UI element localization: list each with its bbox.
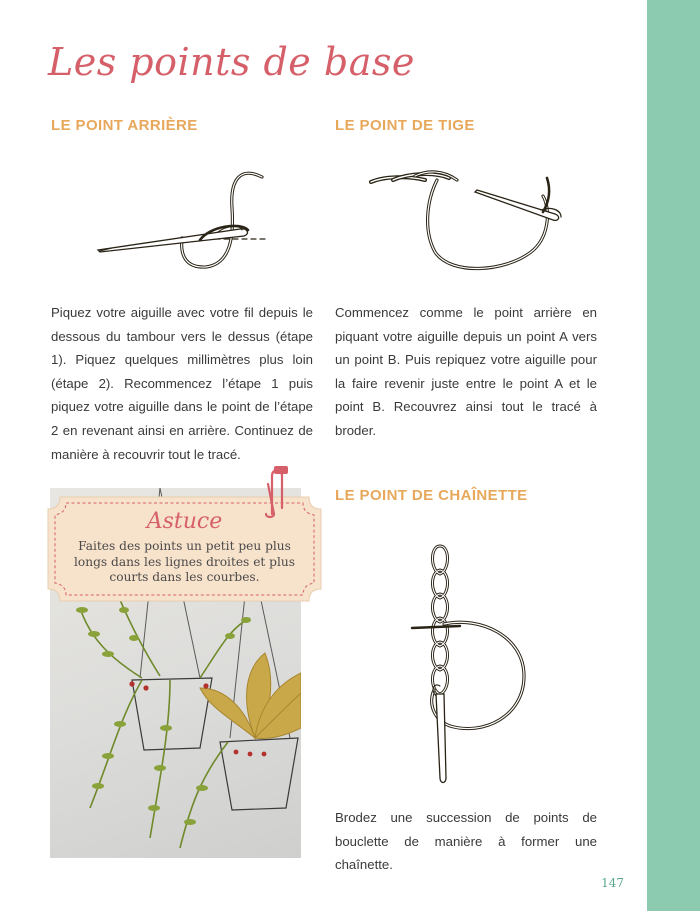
chain-stitch-needle-icon: [400, 540, 540, 785]
back-stitch-needle-icon: [90, 160, 270, 275]
stem-stitch-needle-icon: [365, 160, 580, 280]
text-point-de-tige: Commencez comme le point arrière en piquant votre aiguille depuis un point A vers un point B. Puis repiquez votre aiguille pour la faire revenir juste entre le point A et le point B. Recouvrez ainsi tout le tracé à broder.: [335, 305, 597, 438]
safety-pin-icon: [260, 464, 290, 520]
tip-title: Astuce: [146, 509, 223, 534]
tip-text: Faites des points un petit peu plus longs dans les lignes droites et plus courts dans les courbes.: [74, 539, 295, 584]
side-color-band: [647, 0, 700, 911]
page-number: 147: [601, 876, 624, 890]
text-point-de-chainette: Brodez une succession de points de bouclette de manière à former une chaînette.: [335, 810, 597, 873]
page-title: Les points de base: [48, 40, 415, 84]
heading-point-de-tige: LE POINT DE TIGE: [335, 117, 475, 134]
text-point-arriere: Piquez votre aiguille avec votre fil depuis le dessous du tambour vers le dessus (étape 1). Piquez quelques millimètres plus loin (étape 2). Recommencez l’étape 1 puis piquez votre aiguille dans le point de l’étape 2 en revenant ainsi en arrière. Continuez de manière à recouvrir tout le tracé.: [51, 305, 313, 462]
heading-point-de-chainette: LE POINT DE CHAÎNETTE: [335, 487, 528, 504]
heading-point-arriere: LE POINT ARRIÈRE: [51, 117, 198, 134]
